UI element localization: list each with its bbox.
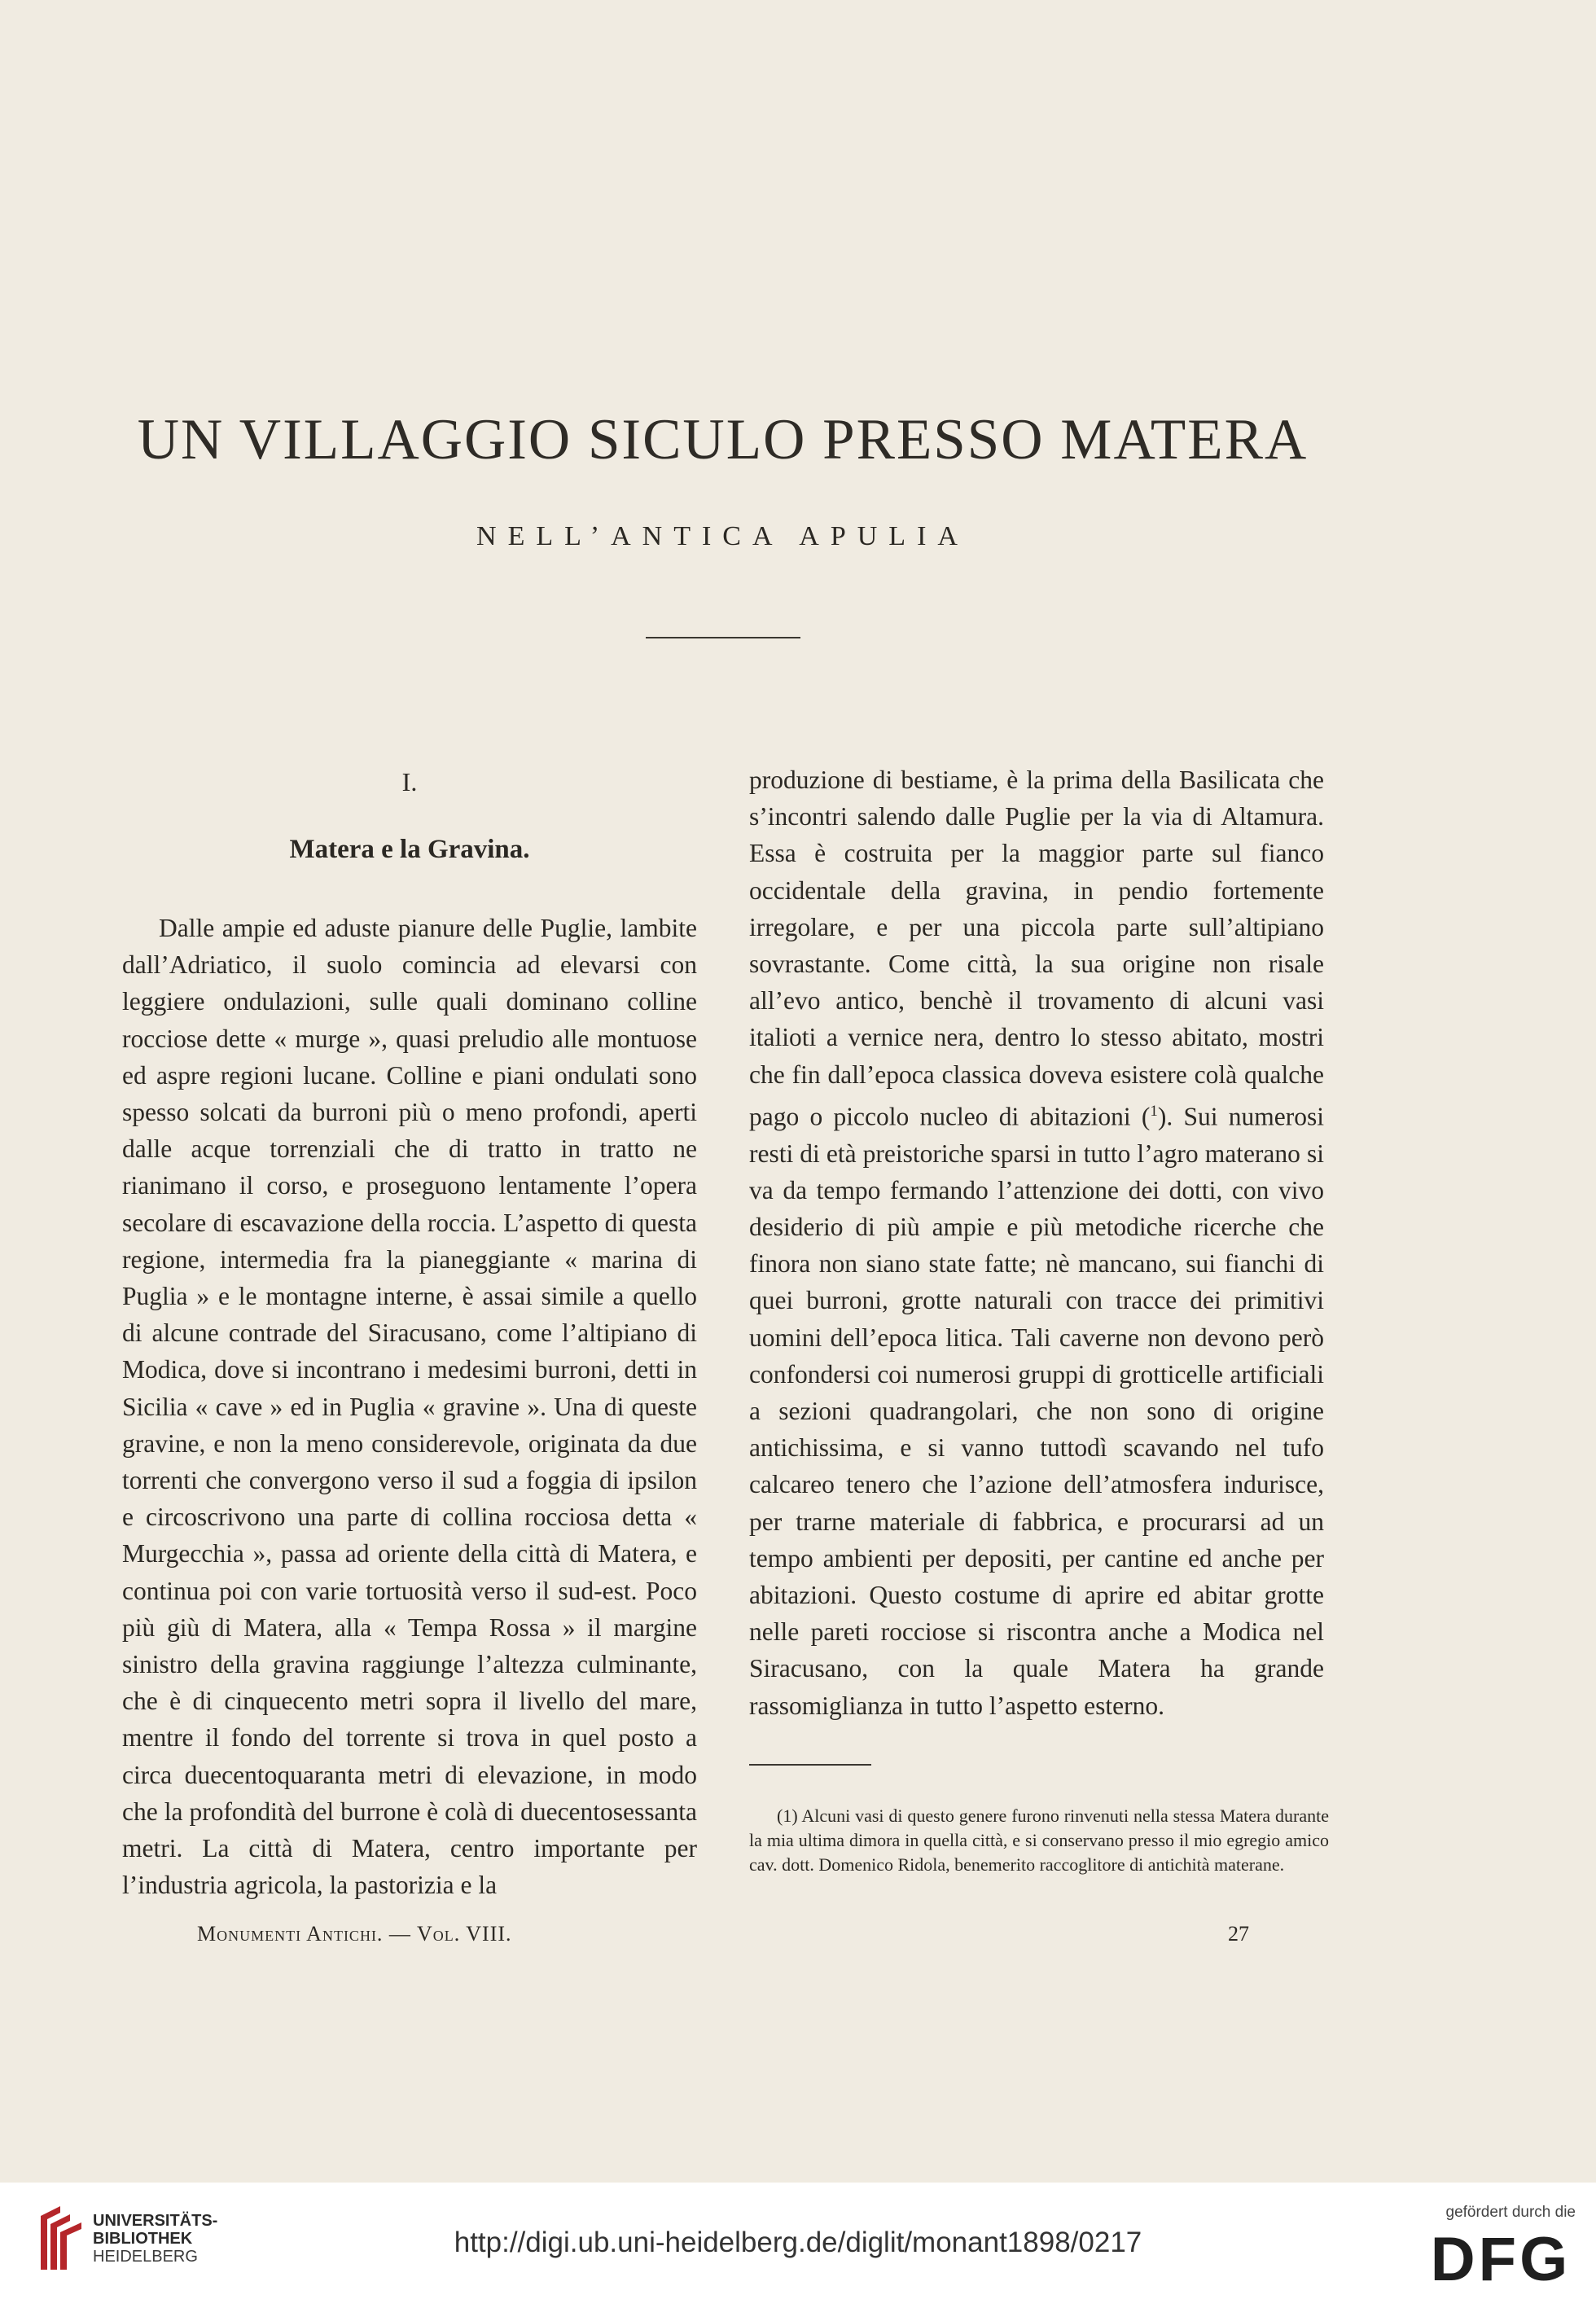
title-divider — [646, 637, 800, 638]
article-title: UN VILLAGGIO SICULO PRESSO MATERA — [137, 408, 1309, 472]
left-column — [122, 910, 697, 1903]
library-line-3: HEIDELBERG — [93, 2248, 198, 2266]
right-text-a: produzione di bestiame, è la prima della Basilicata che s’incontri salendo dalle Puglie per la via di Altamura. Essa è costruita per la maggior parte sul fianco occidentale della gravina, in pendio fortemente irregolare, e per una piccola parte sull’altipiano sovrastante. Come città, la sua origine non risale all’evo antico, benchè il trovamento di alcuni vasi italioti a vernice nera, dentro lo stesso abitato, mostri che fin dall’epoca classica doveva esistere colà qualche pago o piccolo nucleo di abitazioni ( — [749, 766, 1324, 1131]
funding-caption: gefördert durch die — [1445, 2204, 1576, 2221]
footnote-text: Alcuni vasi di questo genere furono rinvenuti nella stessa Matera durante la mia ultima dimora in quella città, e si conservano presso il mio egregio amico cav. dott. Domenico Ridola, benemerito raccoglitore di antichità materane. — [749, 1805, 1329, 1875]
section-title: Matera e la Gravina. — [289, 835, 530, 864]
section-number: I. — [401, 767, 418, 796]
right-paragraph — [749, 761, 1324, 1724]
footnote-reference[interactable]: 1 — [1150, 1102, 1158, 1120]
dfg-logo-text: DFG — [1430, 2230, 1572, 2287]
footnote-mark: (1) — [777, 1805, 798, 1826]
right-column — [749, 761, 1324, 1724]
journal-footer: Monumenti Antichi. — Vol. VIII. — [197, 1922, 512, 1946]
permalink-url[interactable]: http://digi.ub.uni-heidelberg.de/diglit/monant1898/0217 — [454, 2227, 1142, 2258]
right-text-b: ). Sui numerosi resti di età preistoriche sparsi in tutto l’agro materano si va da tempo fermando l’attenzione dei dotti, con vivo desiderio di più ampie e più metodiche ricerche che finora non siano state fatte; nè mancano, sui fianchi di quei burroni, grotte naturali con tracce dei primitivi uomini dell’epoca litica. Tali caverne non devono però confondersi coi numerosi gruppi di grotticelle artificiali a sezioni quadrangolari, che non sono di origine antichissima, e si vanno tuttodì scavando nel tufo calcareo tenero che l’azione dell’atmosfera indurisce, per trarne materiale di fabbrica, e procurarsi ad un tempo ambienti per depositi, per cantine ed anche per abitazioni. Questo costume di aprire ed abitar grotte nelle pareti rocciose si riscontra anche a Modica nel Siracusano, con la quale Matera ha grande rassomiglianza in tutto l’aspetto esterno. — [749, 1102, 1324, 1720]
page-number: 27 — [1228, 1922, 1249, 1946]
library-line-1: UNIVERSITÄTS- — [93, 2212, 218, 2230]
dfg-logo-icon[interactable] — [1423, 2230, 1578, 2287]
library-line-2: BIBLIOTHEK — [93, 2230, 193, 2248]
footnote-divider — [749, 1764, 871, 1766]
left-paragraph: Dalle ampie ed aduste pianure delle Puglie, lambite dall’Adriatico, il suolo comincia ad elevarsi con leggiere ondulazioni, sulle quali dominano colline rocciose dette « murge », quasi preludio alle montuose ed aspre regioni lucane. Colline e piani ondulati sono spesso solcati da burroni più o meno profondi, aperti dalle acque torrenziali che di tratto in tratto ne rianimano il corso, e proseguono lentamente l’opera secolare di escavazione della roccia. L’aspetto di questa regione, intermedia fra la pianeggiante « marina di Puglia » e le montagne interne, è assai simile a quello di alcune contrade del Siracusano, come l’altipiano di Modica, dove si incontrano i medesimi burroni, detti in Sicilia « cave » ed in Puglia « gravine ». Una di queste gravine, e non la meno considerevole, originata da due torrenti che convergono verso il sud a foggia di ipsilon e circoscrivono una parte di collina rocciosa detta « Murgecchia », passa ad oriente della città di Matera, e continua poi con varie tortuosità verso il sud-est. Poco più giù di Matera, alla « Tempa Rossa » il margine sinistro della gravina raggiunge l’altezza culminante, che è di cinquecento metri sopra il livello del mare, mentre il fondo del torrente si trova in quel posto a circa duecentoquaranta metri di elevazione, in modo che la profondità del burrone è colà di duecentosessanta metri. La città di Matera, centro importante per l’industria agricola, la pastorizia e la — [122, 914, 697, 1900]
footnote — [749, 1804, 1329, 1877]
article-subtitle: NELL’ANTICA APULIA — [476, 521, 969, 551]
